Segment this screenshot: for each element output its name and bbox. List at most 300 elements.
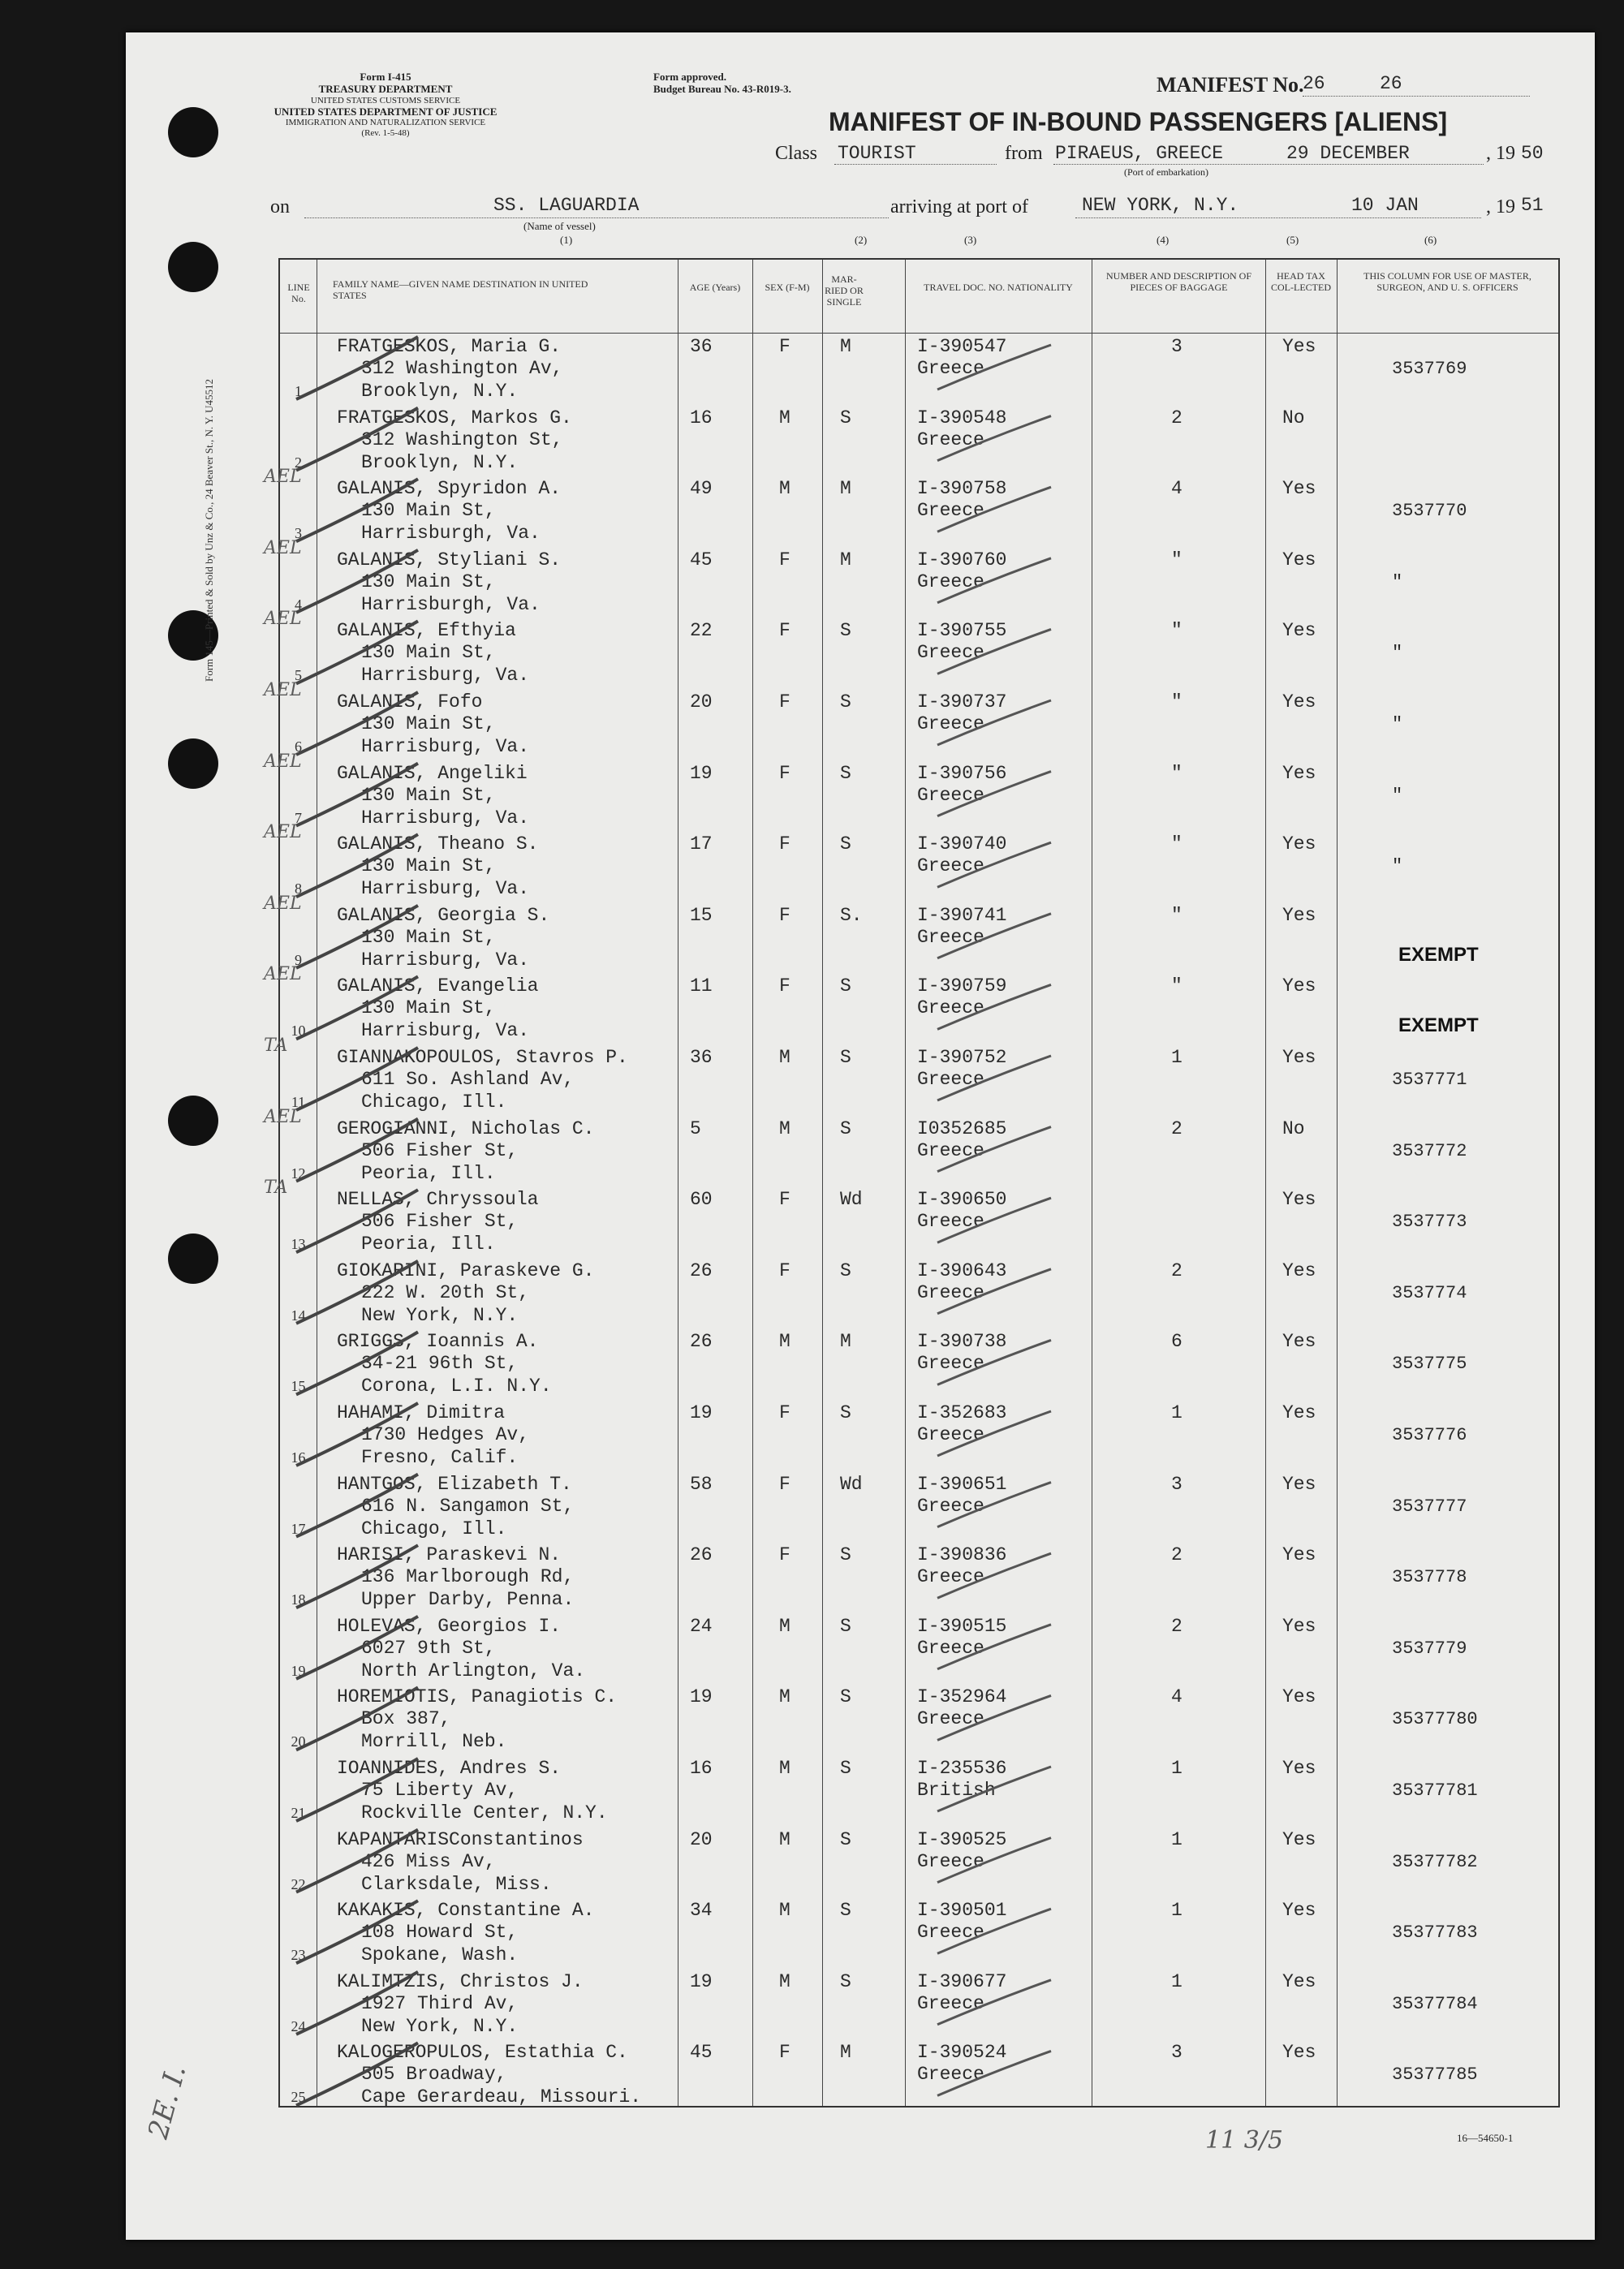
- line-number: 13: [291, 1236, 306, 1253]
- margin-mark: TA: [264, 1035, 288, 1056]
- form-revision: (Rev. 1-5-48): [361, 128, 410, 139]
- table-row: [280, 1329, 1558, 1401]
- nationality: Greece: [917, 1281, 984, 1303]
- age: 58: [690, 1473, 713, 1495]
- line-number: 22: [291, 1875, 306, 1892]
- passenger-name: KALOGEROPULOS, Estathia C.: [337, 2042, 628, 2064]
- travel-doc-no: I-390525: [917, 1828, 1007, 1850]
- sex: F: [779, 975, 790, 997]
- nationality: Greece: [917, 926, 984, 948]
- sex: F: [779, 1544, 790, 1566]
- officer-entry: 35377784: [1392, 1993, 1478, 2014]
- line-number: 4: [295, 596, 302, 613]
- age: 19: [690, 762, 713, 784]
- address-line-1: 130 Main St,: [361, 500, 496, 522]
- line-number: 6: [295, 738, 302, 755]
- address-line-2: Cape Gerardeau, Missouri.: [361, 2086, 642, 2108]
- passenger-name: GALANIS, Styliani S.: [337, 549, 562, 570]
- address-line-2: Chicago, Ill.: [361, 1091, 507, 1113]
- marital-status: S: [840, 1047, 851, 1068]
- form-id-block: [264, 71, 507, 139]
- head-tax: Yes: [1282, 1544, 1316, 1566]
- nationality: Greece: [917, 1211, 984, 1233]
- passenger-name: HOLEVAS, Georgios I.: [337, 1615, 562, 1637]
- age: 26: [690, 1544, 713, 1566]
- passenger-name: KAPANTARISConstantinos: [337, 1828, 584, 1850]
- head-tax: Yes: [1282, 975, 1316, 997]
- margin-mark: AEL: [264, 822, 302, 843]
- address-line-1: 130 Main St,: [361, 784, 496, 806]
- passenger-name: KAKAKIS, Constantine A.: [337, 1900, 595, 1922]
- nationality: Greece: [917, 1139, 984, 1161]
- dept-justice: UNITED STATES DEPARTMENT OF JUSTICE: [274, 105, 498, 118]
- nationality: Greece: [917, 1424, 984, 1445]
- nationality: Greece: [917, 1637, 984, 1659]
- officer-entry: ": [1392, 785, 1403, 806]
- sex: F: [779, 1259, 790, 1281]
- baggage-count: 1: [1171, 1828, 1182, 1850]
- age: 45: [690, 2042, 713, 2064]
- address-line-1: 611 So. Ashland Av,: [361, 1069, 575, 1090]
- table-row: [280, 1187, 1558, 1259]
- travel-doc-no: I-390836: [917, 1544, 1007, 1566]
- sex: M: [779, 1117, 790, 1139]
- address-line-1: 505 Broadway,: [361, 2064, 507, 2086]
- line-number: 2: [295, 454, 302, 471]
- address-line-2: New York, N.Y.: [361, 2015, 519, 2037]
- address-line-2: Brooklyn, N.Y.: [361, 451, 519, 473]
- table-row: [280, 761, 1558, 833]
- margin-mark: TA: [264, 1178, 288, 1199]
- travel-doc-no: I-390677: [917, 1970, 1007, 1992]
- address-line-2: Upper Darby, Penna.: [361, 1589, 575, 1611]
- dept-treasury-sub: UNITED STATES CUSTOMS SERVICE: [310, 95, 461, 105]
- margin-mark: AEL: [264, 467, 302, 488]
- dept-treasury: TREASURY DEPARTMENT: [318, 82, 453, 95]
- address-line-2: Corona, L.I. N.Y.: [361, 1376, 552, 1397]
- nationality: Greece: [917, 1495, 984, 1517]
- table-row: [280, 1259, 1558, 1330]
- address-line-2: Harrisburg, Va.: [361, 736, 530, 757]
- approval-block: [653, 71, 791, 96]
- marital-status: M: [840, 336, 851, 357]
- line-number: 5: [295, 667, 302, 684]
- travel-doc-no: I-390524: [917, 2042, 1007, 2064]
- table-row: [280, 1543, 1558, 1614]
- address-line-1: 1730 Hedges Av,: [361, 1424, 530, 1445]
- table-row: [280, 1045, 1558, 1117]
- margin-mark: AEL: [264, 537, 302, 558]
- travel-doc-no: I-390756: [917, 762, 1007, 784]
- travel-doc-no: I-390515: [917, 1615, 1007, 1637]
- address-line-2: New York, N.Y.: [361, 1304, 519, 1326]
- baggage-count: ": [1171, 691, 1182, 713]
- address-line-1: 130 Main St,: [361, 713, 496, 734]
- address-line-1: 426 Miss Av,: [361, 1850, 496, 1872]
- manifest-number-underline: [1303, 96, 1530, 97]
- marital-status: S: [840, 833, 851, 855]
- sex: F: [779, 1189, 790, 1211]
- marital-status: M: [840, 1331, 851, 1353]
- form-number: Form I-415: [360, 71, 411, 83]
- nationality: Greece: [917, 784, 984, 806]
- officer-entry: 3537778: [1392, 1567, 1467, 1588]
- baggage-count: 3: [1171, 336, 1182, 357]
- line-number: 16: [291, 1449, 306, 1466]
- line-number: 21: [291, 1805, 306, 1821]
- line-number: 15: [291, 1378, 306, 1395]
- col-headtax: HEAD TAX COL-LECTED: [1271, 270, 1331, 293]
- age: 5: [690, 1117, 701, 1139]
- col-line: LINE No.: [287, 282, 310, 304]
- line-number: 1: [295, 383, 302, 399]
- dept-justice-sub: IMMIGRATION AND NATURALIZATION SERVICE: [285, 118, 486, 128]
- marital-status: S: [840, 620, 851, 642]
- age: 11: [690, 975, 713, 997]
- age: 15: [690, 904, 713, 926]
- line-number: 3: [295, 525, 302, 542]
- passenger-name: IOANNIDES, Andres S.: [337, 1758, 562, 1779]
- travel-doc-no: I-390651: [917, 1473, 1007, 1495]
- officer-entry: EXEMPT: [1398, 943, 1479, 966]
- passenger-table: [278, 258, 1560, 2108]
- travel-doc-no: I-235536: [917, 1758, 1007, 1779]
- address-line-1: 6027 9th St,: [361, 1637, 496, 1659]
- binder-hole: [168, 738, 218, 789]
- col-baggage: NUMBER AND DESCRIPTION OF PIECES OF BAGGAGE: [1105, 270, 1252, 293]
- col-sex: SEX (F-M): [765, 282, 810, 293]
- vessel-col-num: (1): [560, 234, 573, 246]
- marital-status: Wd: [840, 1473, 863, 1495]
- officer-entry: 35377783: [1392, 1922, 1478, 1944]
- address-line-2: Clarksdale, Miss.: [361, 1873, 552, 1895]
- head-tax: Yes: [1282, 2042, 1316, 2064]
- baggage-count: 1: [1171, 1047, 1182, 1068]
- officer-entry: 3537770: [1392, 501, 1467, 522]
- officer-entry: 35377780: [1392, 1709, 1478, 1730]
- address-line-2: Harrisburgh, Va.: [361, 523, 541, 545]
- col-num-2: (2): [855, 234, 868, 246]
- sex: F: [779, 762, 790, 784]
- nationality: Greece: [917, 997, 984, 1019]
- travel-doc-no: I-390755: [917, 620, 1007, 642]
- passenger-name: HARISI, Paraskevi N.: [337, 1544, 562, 1566]
- officer-entry: 3537779: [1392, 1638, 1467, 1659]
- head-tax: Yes: [1282, 620, 1316, 642]
- table-row: [280, 476, 1558, 548]
- nationality: Greece: [917, 642, 984, 664]
- passenger-name: KALIMTZIS, Christos J.: [337, 1970, 584, 1992]
- baggage-count: 3: [1171, 1473, 1182, 1495]
- col-num-3: (3): [964, 234, 977, 246]
- head-tax: Yes: [1282, 1615, 1316, 1637]
- marital-status: S: [840, 1758, 851, 1779]
- travel-doc-no: I-390741: [917, 904, 1007, 926]
- line-number: 14: [291, 1307, 306, 1324]
- table-row: [280, 1970, 1558, 2041]
- baggage-count: 1: [1171, 1402, 1182, 1423]
- passenger-name: HAHAMI, Dimitra: [337, 1402, 506, 1423]
- table-row: [280, 334, 1558, 406]
- officer-entry: 3537774: [1392, 1282, 1467, 1303]
- head-tax: Yes: [1282, 1259, 1316, 1281]
- address-line-2: Harrisburgh, Va.: [361, 593, 541, 615]
- head-tax: Yes: [1282, 478, 1316, 500]
- officer-entry: ": [1392, 714, 1403, 734]
- sex: M: [779, 1758, 790, 1779]
- baggage-count: ": [1171, 975, 1182, 997]
- margin-mark: AEL: [264, 609, 302, 630]
- manifest-number-1: 26: [1303, 73, 1325, 94]
- address-line-1: 108 Howard St,: [361, 1922, 519, 1944]
- address-line-1: 506 Fisher St,: [361, 1139, 519, 1161]
- line-number: 20: [291, 1733, 306, 1750]
- table-row: [280, 1614, 1558, 1686]
- age: 26: [690, 1259, 713, 1281]
- head-tax: Yes: [1282, 1900, 1316, 1922]
- travel-doc-no: I-390547: [917, 336, 1007, 357]
- marital-status: M: [840, 2042, 851, 2064]
- nationality: British: [917, 1780, 996, 1801]
- baggage-count: 2: [1171, 1259, 1182, 1281]
- sex: M: [779, 1970, 790, 1992]
- passenger-name: GALANIS, Spyridon A.: [337, 478, 562, 500]
- table-row: [280, 2040, 1558, 2112]
- manifest-number-label: MANIFEST No.: [1157, 73, 1304, 97]
- marital-status: S: [840, 762, 851, 784]
- form-approved: Form approved.: [653, 71, 727, 83]
- marital-status: S: [840, 1900, 851, 1922]
- baggage-count: 1: [1171, 1970, 1182, 1992]
- baggage-count: 2: [1171, 1544, 1182, 1566]
- passenger-name: GEROGIANNI, Nicholas C.: [337, 1117, 595, 1139]
- port-embarkation-caption: (Port of embarkation): [1124, 166, 1208, 178]
- head-tax: No: [1282, 407, 1305, 428]
- sex: M: [779, 1331, 790, 1353]
- officer-entry: 35377785: [1392, 2064, 1478, 2086]
- nationality: Greece: [917, 713, 984, 734]
- marital-status: S: [840, 975, 851, 997]
- vessel-underline: [304, 217, 889, 218]
- age: 22: [690, 620, 713, 642]
- from-label: from: [1005, 143, 1043, 164]
- address-line-2: Brooklyn, N.Y.: [361, 381, 519, 402]
- line-number: 12: [291, 1165, 306, 1182]
- sex: M: [779, 1047, 790, 1068]
- address-line-2: Peoria, Ill.: [361, 1234, 496, 1255]
- table-row: [280, 832, 1558, 903]
- age: 49: [690, 478, 713, 500]
- head-tax: Yes: [1282, 1686, 1316, 1708]
- nationality: Greece: [917, 570, 984, 592]
- travel-doc-no: I-390737: [917, 691, 1007, 713]
- address-line-1: 130 Main St,: [361, 997, 496, 1019]
- head-tax: Yes: [1282, 1331, 1316, 1353]
- table-row: [280, 903, 1558, 975]
- col-officers: THIS COLUMN FOR USE OF MASTER, SURGEON, AND U. S. OFFICERS: [1363, 270, 1531, 293]
- age: 19: [690, 1970, 713, 1992]
- sex: M: [779, 1686, 790, 1708]
- baggage-count: ": [1171, 549, 1182, 570]
- head-tax: Yes: [1282, 691, 1316, 713]
- officer-entry: 35377781: [1392, 1780, 1478, 1801]
- travel-doc-no: I-390752: [917, 1047, 1007, 1068]
- line-number: 7: [295, 809, 302, 826]
- age: 19: [690, 1402, 713, 1423]
- col-num-6: (6): [1424, 234, 1437, 246]
- printer-imprint: Form 145—Printed & Sold by Unz & Co., 24 Beaver St., N. Y. U45512: [203, 378, 215, 682]
- nationality: Greece: [917, 855, 984, 877]
- class-value: TOURIST: [838, 143, 916, 164]
- age: 16: [690, 407, 713, 428]
- passenger-name: FRATGESKOS, Maria G.: [337, 336, 562, 357]
- officer-entry: ": [1392, 643, 1403, 664]
- binder-hole: [168, 1096, 218, 1146]
- table-row: [280, 974, 1558, 1045]
- passenger-name: GIOKARINI, Paraskeve G.: [337, 1259, 595, 1281]
- manifest-number-2: 26: [1380, 73, 1402, 94]
- sex: M: [779, 478, 790, 500]
- baggage-count: 1: [1171, 1758, 1182, 1779]
- vessel-name: SS. LAGUARDIA: [493, 195, 640, 216]
- address-line-1: 222 W. 20th St,: [361, 1281, 530, 1303]
- line-number: 23: [291, 1947, 306, 1964]
- embarkation-date: 29 DECEMBER: [1286, 143, 1410, 164]
- address-line-2: Harrisburg, Va.: [361, 878, 530, 900]
- address-line-2: Harrisburg, Va.: [361, 665, 530, 687]
- sex: F: [779, 691, 790, 713]
- nationality: Greece: [917, 2064, 984, 2086]
- nationality: Greece: [917, 1353, 984, 1375]
- marital-status: Wd: [840, 1189, 863, 1211]
- line-number: 25: [291, 2089, 306, 2106]
- handwritten-left-note: 2E. I.: [141, 2061, 193, 2142]
- sex: F: [779, 1402, 790, 1423]
- baggage-count: 2: [1171, 1615, 1182, 1637]
- col-married: MAR-RIED OR SINGLE: [825, 273, 864, 308]
- table-row: [280, 1117, 1558, 1188]
- travel-doc-no: I-390738: [917, 1331, 1007, 1353]
- line-number: 10: [291, 1023, 306, 1040]
- officer-entry: 3537776: [1392, 1425, 1467, 1445]
- address-line-2: North Arlington, Va.: [361, 1660, 586, 1681]
- address-line-1: 75 Liberty Av,: [361, 1780, 519, 1801]
- address-line-2: Harrisburg, Va.: [361, 1020, 530, 1042]
- head-tax: Yes: [1282, 1402, 1316, 1423]
- sex: F: [779, 833, 790, 855]
- baggage-count: ": [1171, 762, 1182, 784]
- address-line-2: Morrill, Neb.: [361, 1731, 507, 1753]
- arrival-date: 10 JAN: [1351, 195, 1419, 216]
- officer-entry: 35377782: [1392, 1851, 1478, 1872]
- margin-mark: AEL: [264, 1106, 302, 1127]
- sex: F: [779, 2042, 790, 2064]
- from-year: 50: [1521, 143, 1544, 164]
- baggage-count: 3: [1171, 2042, 1182, 2064]
- officer-entry: 3537769: [1392, 359, 1467, 379]
- address-line-1: 312 Washington Av,: [361, 358, 563, 379]
- embarkation-port: PIRAEUS, GREECE: [1055, 143, 1224, 164]
- travel-doc-no: I-390759: [917, 975, 1007, 997]
- address-line-2: Fresno, Calif.: [361, 1447, 519, 1468]
- binder-hole: [168, 1234, 218, 1284]
- marital-status: M: [840, 478, 851, 500]
- col-name: FAMILY NAME—GIVEN NAME DESTINATION IN UNITED STATES: [333, 278, 588, 301]
- passenger-name: HOREMIOTIS, Panagiotis C.: [337, 1686, 618, 1708]
- age: 36: [690, 1047, 713, 1068]
- age: 17: [690, 833, 713, 855]
- address-line-1: 1927 Third Av,: [361, 1992, 519, 2014]
- sex: M: [779, 407, 790, 428]
- passenger-name: GALANIS, Evangelia: [337, 975, 539, 997]
- table-row: [280, 1756, 1558, 1828]
- officer-entry: 3537771: [1392, 1070, 1467, 1090]
- officer-entry: 3537773: [1392, 1212, 1467, 1233]
- baggage-count: ": [1171, 833, 1182, 855]
- travel-doc-no: I-390740: [917, 833, 1007, 855]
- age: 16: [690, 1758, 713, 1779]
- from-year-prefix: , 19: [1486, 143, 1515, 164]
- address-line-2: Harrisburg, Va.: [361, 949, 530, 971]
- baggage-count: 2: [1171, 1117, 1182, 1139]
- address-line-1: Box 387,: [361, 1708, 451, 1730]
- margin-mark: AEL: [264, 680, 302, 700]
- travel-doc-no: I-390548: [917, 407, 1007, 428]
- head-tax: Yes: [1282, 762, 1316, 784]
- col-num-5: (5): [1286, 234, 1299, 246]
- officer-entry: EXEMPT: [1398, 1014, 1479, 1037]
- head-tax: Yes: [1282, 1970, 1316, 1992]
- head-tax: Yes: [1282, 549, 1316, 570]
- sex: F: [779, 1473, 790, 1495]
- line-number: 18: [291, 1591, 306, 1608]
- nationality: Greece: [917, 1069, 984, 1090]
- head-tax: Yes: [1282, 1189, 1316, 1211]
- marital-status: S: [840, 1970, 851, 1992]
- margin-mark: AEL: [264, 751, 302, 772]
- arrival-port: NEW YORK, N.Y.: [1082, 195, 1239, 216]
- address-line-1: 130 Main St,: [361, 926, 496, 948]
- age: 34: [690, 1900, 713, 1922]
- age: 19: [690, 1686, 713, 1708]
- passenger-name: GALANIS, Georgia S.: [337, 904, 550, 926]
- marital-status: M: [840, 549, 851, 570]
- address-line-1: 130 Main St,: [361, 855, 496, 877]
- address-line-1: 506 Fisher St,: [361, 1211, 519, 1233]
- table-row: [280, 548, 1558, 619]
- age: 26: [690, 1331, 713, 1353]
- nationality: Greece: [917, 500, 984, 522]
- age: 20: [690, 1828, 713, 1850]
- col-travel: TRAVEL DOC. NO. NATIONALITY: [924, 282, 1073, 293]
- sex: M: [779, 1828, 790, 1850]
- passenger-name: GRIGGS, Ioannis A.: [337, 1331, 539, 1353]
- arriving-label: arriving at port of: [890, 196, 1028, 217]
- address-line-1: 34-21 96th St,: [361, 1353, 519, 1375]
- handwritten-bottom-note: 11 3/5: [1205, 2126, 1283, 2155]
- line-number: 8: [295, 880, 302, 898]
- address-line-2: Spokane, Wash.: [361, 1944, 519, 1966]
- marital-status: S: [840, 1117, 851, 1139]
- arrival-year: 51: [1521, 195, 1544, 216]
- baggage-count: ": [1171, 904, 1182, 926]
- marital-status: S: [840, 691, 851, 713]
- table-row: [280, 1898, 1558, 1970]
- nationality: Greece: [917, 1992, 984, 2014]
- address-line-1: 312 Washington St,: [361, 428, 563, 450]
- head-tax: Yes: [1282, 1828, 1316, 1850]
- passenger-name: GALANIS, Theano S.: [337, 833, 539, 855]
